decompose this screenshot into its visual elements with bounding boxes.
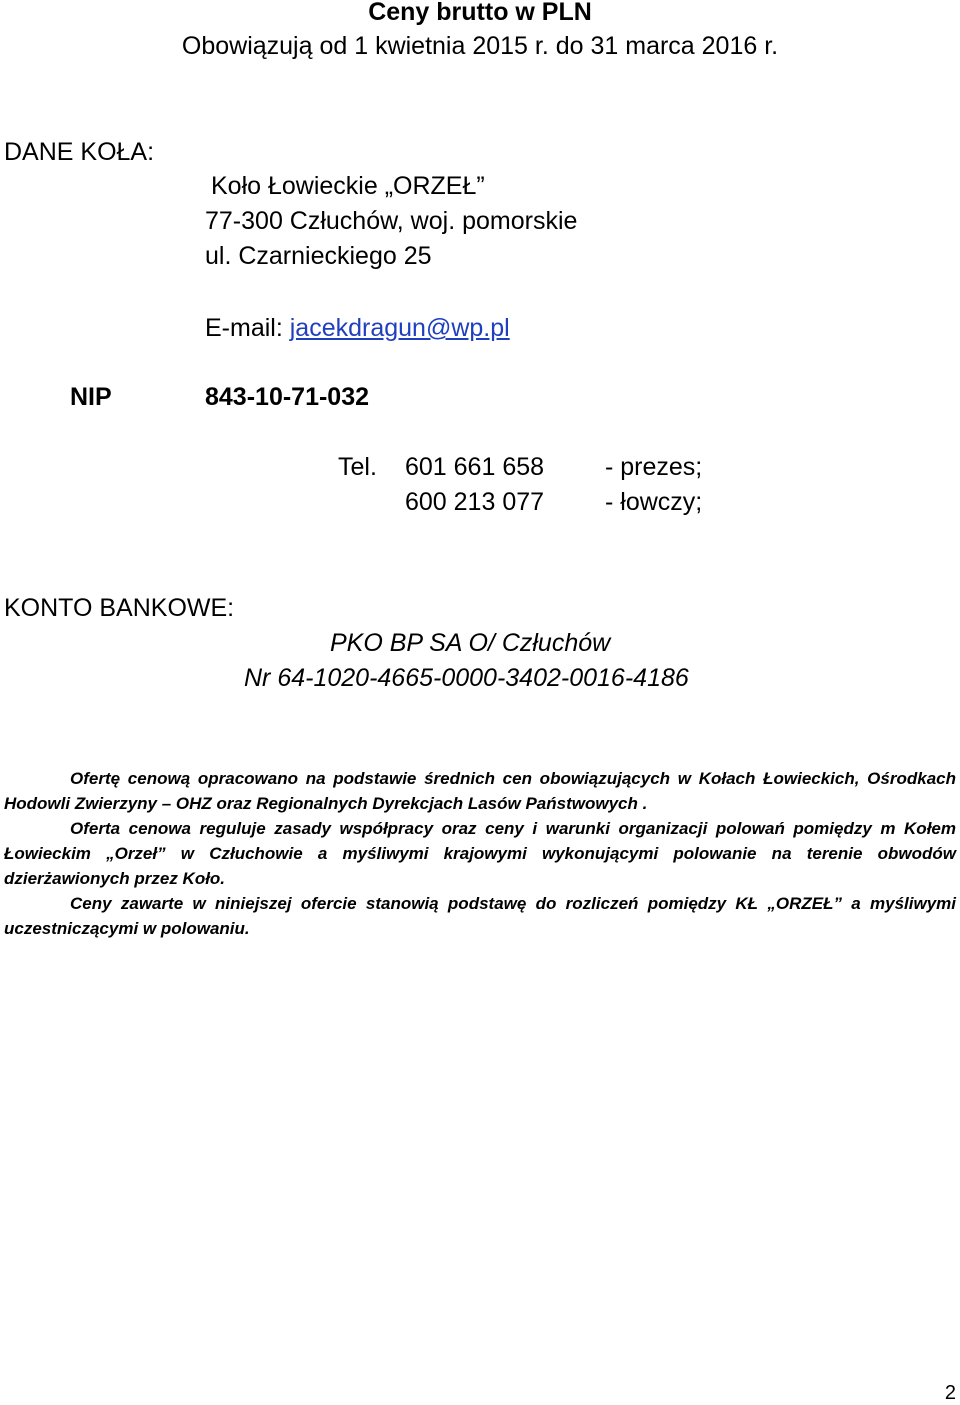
phone-number: 600 213 077 [405, 488, 545, 516]
phone-number: 601 661 658 [405, 453, 545, 481]
intro-paragraph: Ofertę cenową opracowano na podstawie średnich cen obowiązujących w Kołach Łowieckich, Ośrodkach Hodowli Zwierzyny – OHZ oraz Regionalnych Dyrekcjach Lasów Państwowych . [4, 769, 956, 813]
email-row [205, 314, 510, 343]
phone-role: - łowczy; [605, 488, 703, 516]
pricing-paragraph: Ceny zawarte w niniejszej ofercie stanowią podstawę do rozliczeń pomiędzy KŁ „ORZEŁ” a myśliwymi uczestniczącymi w polowaniu. [4, 894, 956, 938]
nip-value: 843-10-71-032 [205, 383, 370, 411]
bank-section-label: KONTO BANKOWE: [4, 594, 235, 622]
club-name: Koło Łowieckie „ORZEŁ” [211, 172, 485, 200]
bank-account: Nr 64-1020-4665-0000-3402-0016-4186 [244, 664, 689, 692]
email-label: E-mail: [205, 314, 283, 342]
page-number: 2 [944, 1382, 956, 1404]
page-title: Ceny brutto w PLN [368, 0, 592, 26]
validity-period: Obowiązują od 1 kwietnia 2015 r. do 31 marca 2016 r. [181, 32, 779, 60]
club-section-label: DANE KOŁA: [4, 138, 155, 166]
bank-name: PKO BP SA O/ Człuchów [330, 629, 611, 657]
phone-label: Tel. [338, 453, 377, 481]
club-street: ul. Czarnieckiego 25 [205, 242, 432, 270]
nip-label: NIP [70, 383, 112, 411]
email-link[interactable]: jacekdragun@wp.pl [289, 314, 510, 342]
terms-paragraph: Oferta cenowa reguluje zasady współpracy oraz ceny i warunki organizacji polowań pomiędzy m Kołem Łowieckim „Orzeł” w Człuchowie a myśliwymi krajowymi wykonującymi polowanie na terenie obwodów dzierżawionych przez Koło. [4, 819, 956, 888]
club-city: 77-300 Człuchów, woj. pomorskie [205, 207, 578, 235]
phone-role: - prezes; [605, 453, 703, 481]
